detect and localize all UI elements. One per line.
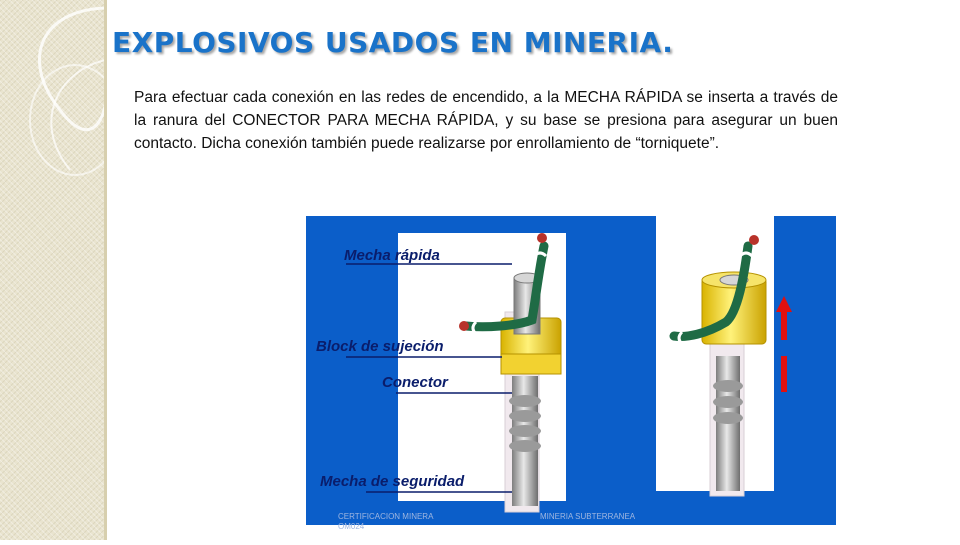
slide-title: EXPLOSIVOS USADOS EN MINERIA. bbox=[112, 26, 674, 59]
connector-figure bbox=[306, 216, 836, 525]
decorative-sidebar bbox=[0, 0, 107, 540]
label-block-sujecion: Block de sujeción bbox=[316, 338, 444, 355]
connector-diagram bbox=[306, 216, 836, 525]
sidebar-edge bbox=[104, 0, 107, 540]
label-mecha-seguridad: Mecha de seguridad bbox=[320, 473, 465, 490]
sidebar-swirl-ornament bbox=[0, 0, 106, 540]
label-conector: Conector bbox=[382, 374, 448, 391]
label-mecha-rapida: Mecha rápida bbox=[344, 247, 440, 264]
footer-left-text: CERTIFICACION MINERA OM024 bbox=[338, 512, 433, 531]
slide-paragraph: Para efectuar cada conexión en las redes de encendido, a la MECHA RÁPIDA se inserta a través de la ranura del CONECTOR PARA MECHA RÁPIDA, y su base se presiona para asegurar un buen contacto. Dicha conexión también puede realizarse por enrollamiento de “torniquete”. bbox=[134, 89, 838, 152]
footer-right-text: MINERIA SUBTERRANEA bbox=[540, 512, 636, 521]
